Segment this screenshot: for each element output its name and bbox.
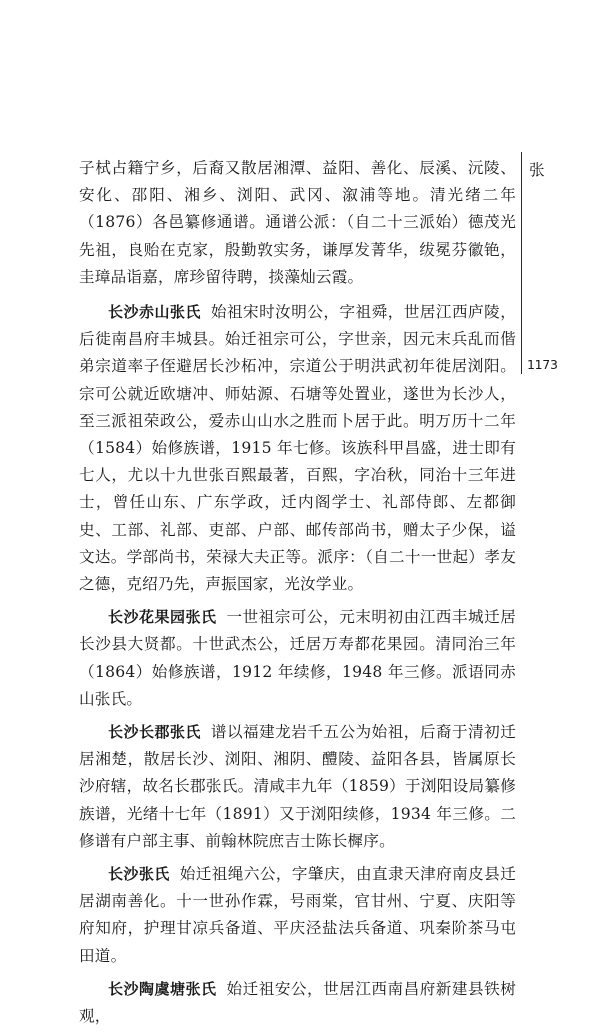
margin-rule bbox=[521, 152, 522, 374]
page-number: 1173 bbox=[527, 357, 558, 372]
entry-title: 长沙长郡张氏 bbox=[108, 723, 201, 742]
entry-text: 一世祖宗可公，元末明初由江西丰城迁居长沙县大贤都。十世武杰公，迁居万寿都花果园。清同治三年（1864）始修族谱，1912 年续修，1948 年三修。派语同赤山张氏。 bbox=[79, 608, 516, 708]
section-index-char: 张 bbox=[529, 161, 545, 179]
entry-changsha-chishan bbox=[79, 299, 516, 598]
paragraph-continued bbox=[79, 155, 516, 291]
entry-text: 谱以福建龙岩千五公为始祖，后裔于清初迁居湘楚，散居长沙、浏阳、湘阴、醴陵、益阳各县，皆属原长沙府辖，故名长郡张氏。清咸丰九年（1859）于浏阳设局纂修族谱，光绪十七年（1891）又于浏阳续修，1934 年三修。二修谱有户部主事、前翰林院庶吉士陈长樨序。 bbox=[79, 723, 516, 850]
paragraph-text: 子栻占籍宁乡，后裔又散居湘潭、益阳、善化、辰溪、沅陵、安化、邵阳、湘乡、浏阳、武冈、溆浦等地。清光绪二年（1876）各邑纂修通谱。通谱公派：（自二十三派始）德茂光先祖，良贻在克家，殷勤敦实务，谦厚发菁华，绂冕芬徽铯，圭璋品诣嘉，席珍留待聘，掞藻灿云霞。 bbox=[79, 159, 516, 286]
entry-title: 长沙赤山张氏 bbox=[108, 303, 201, 322]
entry-changsha-huaguoyuan bbox=[79, 604, 516, 713]
entry-changsha-changjun bbox=[79, 719, 516, 855]
entry-changsha-taoyutang bbox=[79, 976, 516, 1030]
entry-text: 始祖宋时汝明公，字祖舜，世居江西庐陵，后徙南昌府丰城县。始迁祖宗可公，字世亲，因元末兵乱而偕弟宗道率子侄避居长沙柘冲，宗道公于明洪武初年徙居浏阳。宗可公就近欧塘冲、师姑源、石塘等处置业，遂世为长沙人，至三派祖荣政公，爱赤山山水之胜而卜居于此。明万历十二年（1584）始修族谱，1915 年七修。该族科甲昌盛，进士即有七人，尤以十九世张百熙最著，百熙，字冶秋，同治十三年进士，曾任山东、广东学政，迁内阁学士、礼部侍郎、左都御史、工部、礼部、吏部、户部、邮传部尚书，赠太子少保，谥文达。学部尚书，荣禄大夫正等。派序：（自二十一世起）孝友之德，克绍乃先，声振国家，光汝学业。 bbox=[79, 303, 516, 594]
entry-text: 始迁祖安公，世居江西南昌府新建县铁树观， bbox=[79, 979, 516, 1026]
entry-text: 始迁祖绳六公，字肇庆，由直隶天津府南皮县迁居湖南善化。十一世孙作霖，号雨棠，官甘州、宁夏、庆阳等府知府，护理甘凉兵备道、平庆泾盐法兵备道、巩秦阶茶马屯田道。 bbox=[79, 865, 516, 965]
entry-title: 长沙张氏 bbox=[108, 865, 170, 884]
entry-title: 长沙花果园张氏 bbox=[108, 608, 217, 627]
entry-title: 长沙陶虞塘张氏 bbox=[108, 979, 217, 998]
body-text bbox=[79, 155, 516, 1036]
entry-changsha bbox=[79, 861, 516, 970]
